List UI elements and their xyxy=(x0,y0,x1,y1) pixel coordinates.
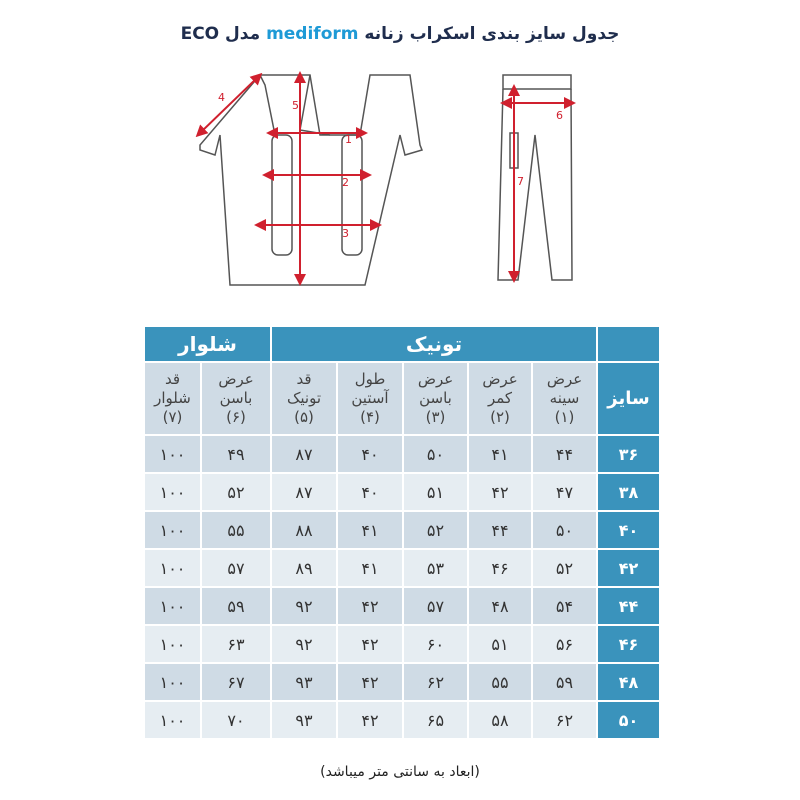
value-cell: ۵۷ xyxy=(201,549,271,587)
tunic-group-header: تونیک xyxy=(271,326,597,362)
value-cell: ۸۷ xyxy=(271,473,337,511)
value-cell: ۵۵ xyxy=(468,663,532,701)
label-4: 4 xyxy=(218,91,225,104)
measurement-arrows xyxy=(200,77,570,280)
column-header-line: قد xyxy=(164,370,181,388)
column-header xyxy=(403,362,468,435)
label-5: 5 xyxy=(292,99,299,112)
value-cell: ۴۷ xyxy=(532,473,597,511)
value-cell: ۴۴ xyxy=(468,511,532,549)
column-header xyxy=(468,362,532,435)
column-header-line: (۱) xyxy=(554,408,575,426)
value-cell: ۴۴ xyxy=(532,435,597,473)
value-cell: ۵۷ xyxy=(403,587,468,625)
column-header-line: عرض xyxy=(482,370,518,388)
tunic-outline xyxy=(200,75,422,285)
value-cell: ۴۸ xyxy=(468,587,532,625)
value-cell: ۴۲ xyxy=(337,701,403,739)
column-header xyxy=(144,362,201,435)
table-row xyxy=(144,587,660,625)
value-cell: ۵۲ xyxy=(201,473,271,511)
value-cell: ۹۲ xyxy=(271,625,337,663)
column-header-line: آستین xyxy=(351,389,389,407)
value-cell: ۱۰۰ xyxy=(144,435,201,473)
value-cell: ۵۰ xyxy=(532,511,597,549)
title-suffix: مدل ECO xyxy=(180,24,261,44)
column-header-line: باسن xyxy=(219,389,253,407)
value-cell: ۶۷ xyxy=(201,663,271,701)
units-note: (ابعاد به سانتی متر میباشد) xyxy=(320,764,480,780)
value-cell: ۱۰۰ xyxy=(144,625,201,663)
value-cell: ۴۰ xyxy=(337,473,403,511)
garment-diagram xyxy=(180,65,600,295)
column-header-line: (۵) xyxy=(294,408,314,426)
value-cell: ۱۰۰ xyxy=(144,663,201,701)
value-cell: ۸۹ xyxy=(271,549,337,587)
column-header xyxy=(271,362,337,435)
table-row xyxy=(144,701,660,739)
column-header-line: تونیک xyxy=(286,389,322,407)
value-cell: ۴۱ xyxy=(337,511,403,549)
column-header xyxy=(532,362,597,435)
table-row xyxy=(144,549,660,587)
size-cell: ۵۰ xyxy=(597,701,660,739)
value-cell: ۵۳ xyxy=(403,549,468,587)
column-header xyxy=(337,362,403,435)
value-cell: ۴۶ xyxy=(468,549,532,587)
page-title xyxy=(0,24,800,44)
size-cell: ۳۶ xyxy=(597,435,660,473)
value-cell: ۹۳ xyxy=(271,701,337,739)
value-cell: ۵۹ xyxy=(532,663,597,701)
value-cell: ۶۳ xyxy=(201,625,271,663)
column-header-line: (۲) xyxy=(490,408,510,426)
value-cell: ۵۹ xyxy=(201,587,271,625)
value-cell: ۷۰ xyxy=(201,701,271,739)
table-row xyxy=(144,663,660,701)
value-cell: ۵۵ xyxy=(201,511,271,549)
column-header-line: کمر xyxy=(487,389,513,407)
size-header-blank xyxy=(597,326,660,362)
column-header-line: (۷) xyxy=(162,408,183,426)
label-7: 7 xyxy=(517,175,524,188)
column-header-line: شلوار xyxy=(154,389,191,407)
size-cell: ۴۶ xyxy=(597,625,660,663)
column-header-line: عرض xyxy=(218,370,254,388)
value-cell: ۵۴ xyxy=(532,587,597,625)
value-cell: ۴۱ xyxy=(468,435,532,473)
value-cell: ۵۱ xyxy=(468,625,532,663)
value-cell: ۴۹ xyxy=(201,435,271,473)
label-3: 3 xyxy=(342,227,349,240)
value-cell: ۴۲ xyxy=(337,587,403,625)
table-row xyxy=(144,625,660,663)
column-header-line: طول xyxy=(354,370,386,388)
value-cell: ۸۷ xyxy=(271,435,337,473)
value-cell: ۶۵ xyxy=(403,701,468,739)
value-cell: ۴۰ xyxy=(337,435,403,473)
size-cell: ۴۲ xyxy=(597,549,660,587)
value-cell: ۱۰۰ xyxy=(144,587,201,625)
value-cell: ۶۲ xyxy=(532,701,597,739)
value-cell: ۵۶ xyxy=(532,625,597,663)
value-cell: ۵۰ xyxy=(403,435,468,473)
size-cell: ۴۰ xyxy=(597,511,660,549)
value-cell: ۴۲ xyxy=(468,473,532,511)
size-table xyxy=(143,325,661,740)
brand-name: mediform xyxy=(266,24,359,44)
value-cell: ۵۱ xyxy=(403,473,468,511)
title-prefix: جدول سایز بندی اسکراب زنانه xyxy=(364,24,620,44)
column-header-line: (۶) xyxy=(226,408,246,426)
size-cell: ۴۸ xyxy=(597,663,660,701)
size-column-header: سایز xyxy=(597,362,660,435)
column-header-line: قد xyxy=(296,370,312,388)
value-cell: ۴۲ xyxy=(337,625,403,663)
value-cell: ۴۱ xyxy=(337,549,403,587)
value-cell: ۵۸ xyxy=(468,701,532,739)
column-header-line: عرض xyxy=(417,370,454,388)
value-cell: ۸۸ xyxy=(271,511,337,549)
value-cell: ۵۲ xyxy=(403,511,468,549)
label-6: 6 xyxy=(556,109,563,122)
value-cell: ۶۲ xyxy=(403,663,468,701)
column-header-line: باسن xyxy=(419,389,452,407)
column-header-line: سینه xyxy=(549,389,580,407)
table-row xyxy=(144,473,660,511)
table-row xyxy=(144,511,660,549)
column-header-line: عرض xyxy=(546,370,583,388)
size-cell: ۳۸ xyxy=(597,473,660,511)
value-cell: ۴۲ xyxy=(337,663,403,701)
pants-group-header: شلوار xyxy=(144,326,271,362)
value-cell: ۹۳ xyxy=(271,663,337,701)
value-cell: ۶۰ xyxy=(403,625,468,663)
label-2: 2 xyxy=(342,176,349,189)
column-header-line: (۴) xyxy=(360,408,380,426)
column-header-line: (۳) xyxy=(425,408,446,426)
table-row xyxy=(144,435,660,473)
label-1: 1 xyxy=(345,133,352,146)
value-cell: ۱۰۰ xyxy=(144,549,201,587)
pants-outline xyxy=(498,75,572,280)
size-cell: ۴۴ xyxy=(597,587,660,625)
value-cell: ۱۰۰ xyxy=(144,701,201,739)
value-cell: ۵۲ xyxy=(532,549,597,587)
column-header xyxy=(201,362,271,435)
value-cell: ۱۰۰ xyxy=(144,473,201,511)
value-cell: ۱۰۰ xyxy=(144,511,201,549)
value-cell: ۹۲ xyxy=(271,587,337,625)
